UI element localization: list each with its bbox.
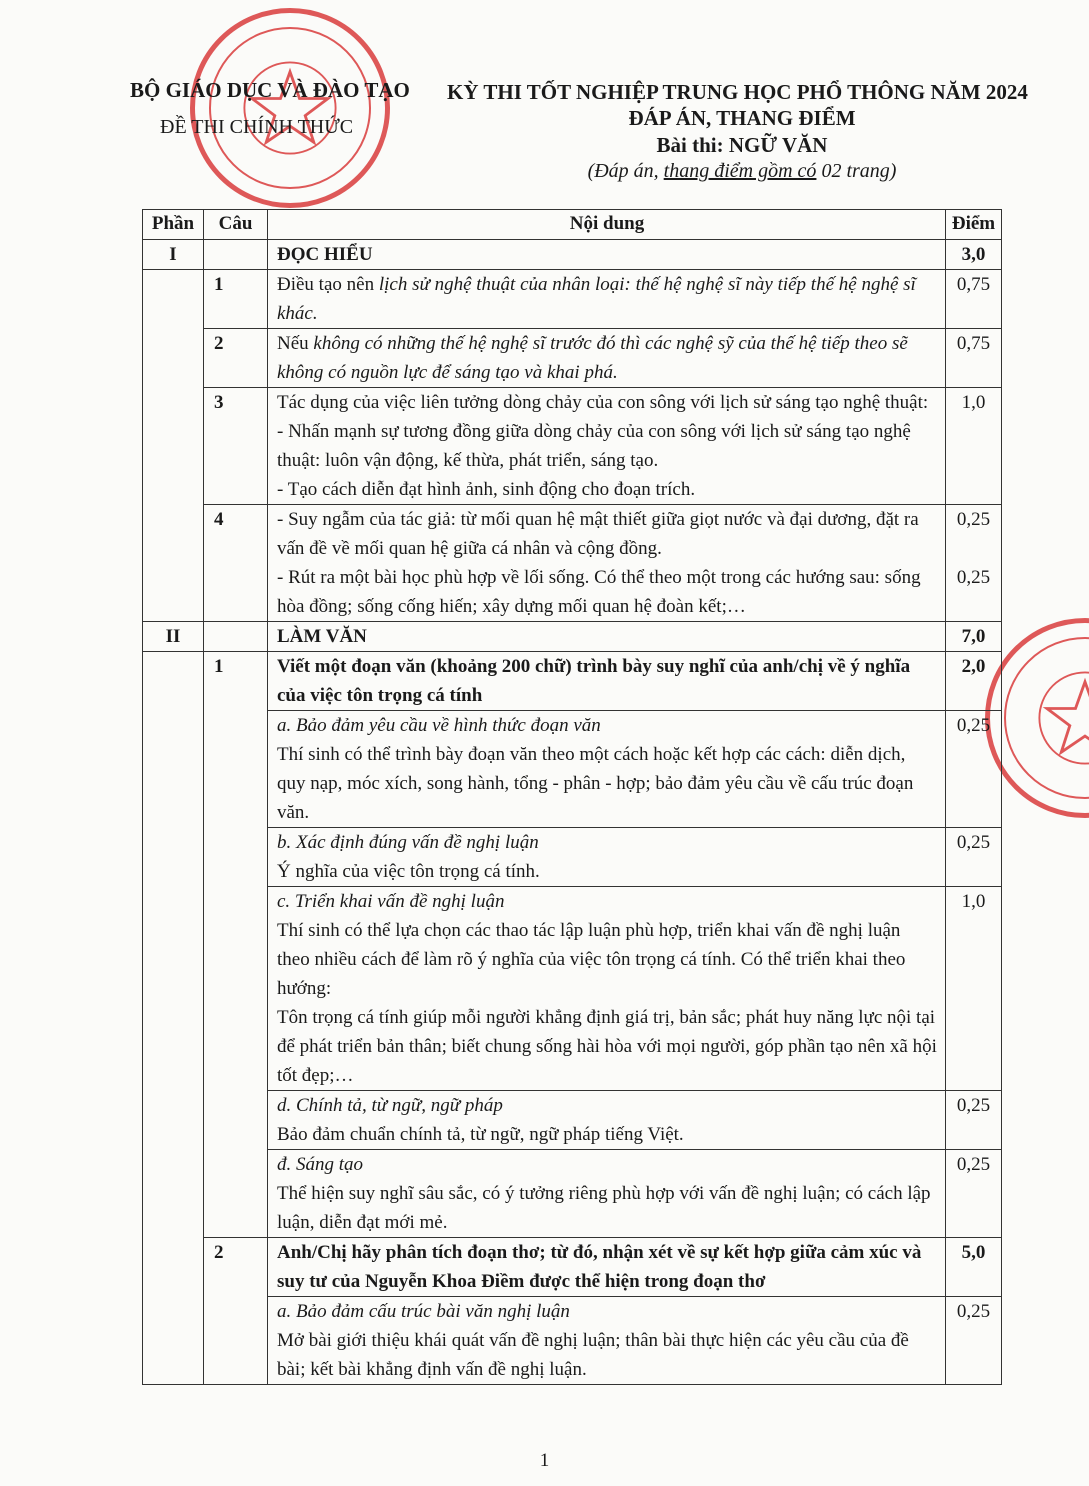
question-title: Viết một đoạn văn (khoảng 200 chữ) trình bày suy nghĩ của anh/chị về ý nghĩa của việc tôn trọng cá tính (268, 652, 946, 711)
page-number: 1 (539, 1450, 550, 1471)
table-row: đ. Sáng tạo Thể hiện suy nghĩ sâu sắc, có ý tưởng riêng phù hợp với vấn đề nghị luận; có cách lập luận, diễn đạt mới mẻ. 0,25 (143, 1150, 1002, 1238)
table-row (143, 622, 1002, 652)
part-label: II (143, 622, 204, 652)
answer-table (142, 209, 1002, 1385)
answer-text: Điều tạo nên lịch sử nghệ thuật của nhân loại: thế hệ nghệ sĩ này tiếp thế hệ nghệ sĩ khác. (268, 270, 946, 329)
section-title: LÀM VĂN (268, 622, 946, 652)
header-content: Nội dung (268, 210, 946, 240)
ministry-name: BỘ GIÁO DỤC VÀ ĐÀO TẠO (130, 78, 410, 102)
table-row: 1 Viết một đoạn văn (khoảng 200 chữ) trình bày suy nghĩ của anh/chị về ý nghĩa của việc tôn trọng cá tính 2,0 (143, 652, 1002, 711)
table-row: b. Xác định đúng vấn đề nghị luận Ý nghĩa của việc tôn trọng cá tính. 0,25 (143, 828, 1002, 887)
answer-title: ĐÁP ÁN, THANG ĐIỂM (628, 106, 856, 130)
question-title: Anh/Chị hãy phân tích đoạn thơ; từ đó, nhận xét về sự kết hợp giữa cảm xúc và suy tư của Nguyễn Khoa Điềm được thể hiện trong đoạn thơ (268, 1238, 946, 1297)
header-question: Câu (204, 210, 268, 240)
table-row: 3 Tác dụng của việc liên tưởng dòng chảy của con sông với lịch sử sáng tạo nghệ thuật: - Nhấn mạnh sự tương đồng giữa dòng chảy của con sông với lịch sử sáng tạo nghệ thuật: luôn vận động, kế thừa, phát triển, sáng tạo. - Tạo cách diễn đạt hình ảnh, sinh động cho đoạn trích. 1,0 (143, 388, 1002, 505)
answer-text: - Suy ngẫm của tác giả: từ mối quan hệ mật thiết giữa giọt nước và đại dương, đặt ra vấn đề về mối quan hệ giữa cá nhân và cộng đồng. - Rút ra một bài học phù hợp về lối sống. Có thể theo một trong các hướng sau: sống hòa đồng; sống cống hiến; xây dựng mối quan hệ đoàn kết;… (268, 505, 946, 622)
part-label: I (143, 240, 204, 270)
table-header-row (143, 210, 1002, 240)
page-count-note: (Đáp án, thang điểm gồm có 02 trang) (587, 160, 897, 182)
answer-text: Tác dụng của việc liên tưởng dòng chảy của con sông với lịch sử sáng tạo nghệ thuật: - Nhấn mạnh sự tương đồng giữa dòng chảy của con sông với lịch sử sáng tạo nghệ thuật: luôn vận động, kế thừa, phát triển, sáng tạo. - Tạo cách diễn đạt hình ảnh, sinh động cho đoạn trích. (268, 388, 946, 505)
table-row: a. Bảo đảm yêu cầu về hình thức đoạn văn Thí sinh có thể trình bày đoạn văn theo một cách hoặc kết hợp các cách: diễn dịch, quy nạp, móc xích, song hành, tổng - phân - hợp; bảo đảm yêu cầu về cấu trúc đoạn văn. 0,25 (143, 711, 1002, 828)
table-row: 2 Anh/Chị hãy phân tích đoạn thơ; từ đó, nhận xét về sự kết hợp giữa cảm xúc và suy tư của Nguyễn Khoa Điềm được thể hiện trong đoạn thơ 5,0 (143, 1238, 1002, 1297)
exam-title: KỲ THI TỐT NGHIỆP TRUNG HỌC PHỔ THÔNG NĂM 2024 (447, 80, 1028, 104)
seal-emblem-icon (990, 623, 1089, 813)
section-score: 3,0 (946, 240, 1002, 270)
table-row: c. Triển khai vấn đề nghị luận Thí sinh có thể lựa chọn các thao tác lập luận phù hợp, triển khai vấn đề nghị luận theo nhiều cách để làm rõ ý nghĩa của việc tôn trọng cá tính. Có thể triển khai theo hướng: Tôn trọng cá tính giúp mỗi người khẳng định giá trị, bản sắc; phát huy năng lực nội tại để phát triển bản thân; biết chung sống hài hòa với mọi người, góp phần tạo nên xã hội tốt đẹp;… 1,0 (143, 887, 1002, 1091)
table-row: d. Chính tả, từ ngữ, ngữ pháp Bảo đảm chuẩn chính tả, từ ngữ, ngữ pháp tiếng Việt. 0,25 (143, 1091, 1002, 1150)
table-row: 4 - Suy ngẫm của tác giả: từ mối quan hệ mật thiết giữa giọt nước và đại dương, đặt ra vấn đề về mối quan hệ giữa cá nhân và cộng đồng. - Rút ra một bài học phù hợp về lối sống. Có thể theo một trong các hướng sau: sống hòa đồng; sống cống hiến; xây dựng mối quan hệ đoàn kết;… 0,25 0,25 (143, 505, 1002, 622)
subject-title: Bài thi: NGỮ VĂN (656, 133, 828, 157)
table-row: a. Bảo đảm cấu trúc bài văn nghị luận Mở bài giới thiệu khái quát vấn đề nghị luận; thân bài thực hiện các yêu cầu của đề bài; kết bài khẳng định vấn đề nghị luận. 0,25 (143, 1297, 1002, 1385)
table-row: 2 Nếu không có những thế hệ nghệ sĩ trước đó thì các nghệ sỹ của thế hệ tiếp theo sẽ không có nguồn lực để sáng tạo và khai phá. 0,75 (143, 329, 1002, 388)
section-title: ĐỌC HIỂU (268, 240, 946, 270)
section-score: 7,0 (946, 622, 1002, 652)
table-row (143, 240, 1002, 270)
seal-emblem-icon (195, 13, 385, 203)
answer-text: Nếu không có những thế hệ nghệ sĩ trước đó thì các nghệ sỹ của thế hệ tiếp theo sẽ không có nguồn lực để sáng tạo và khai phá. (268, 329, 946, 388)
header-part: Phần (143, 210, 204, 240)
official-seal-left (190, 8, 390, 208)
table-row: 1 Điều tạo nên lịch sử nghệ thuật của nhân loại: thế hệ nghệ sĩ này tiếp thế hệ nghệ sĩ khác. 0,75 (143, 270, 1002, 329)
official-label: ĐỀ THI CHÍNH THỨC (160, 116, 354, 138)
header-score: Điểm (946, 210, 1002, 240)
